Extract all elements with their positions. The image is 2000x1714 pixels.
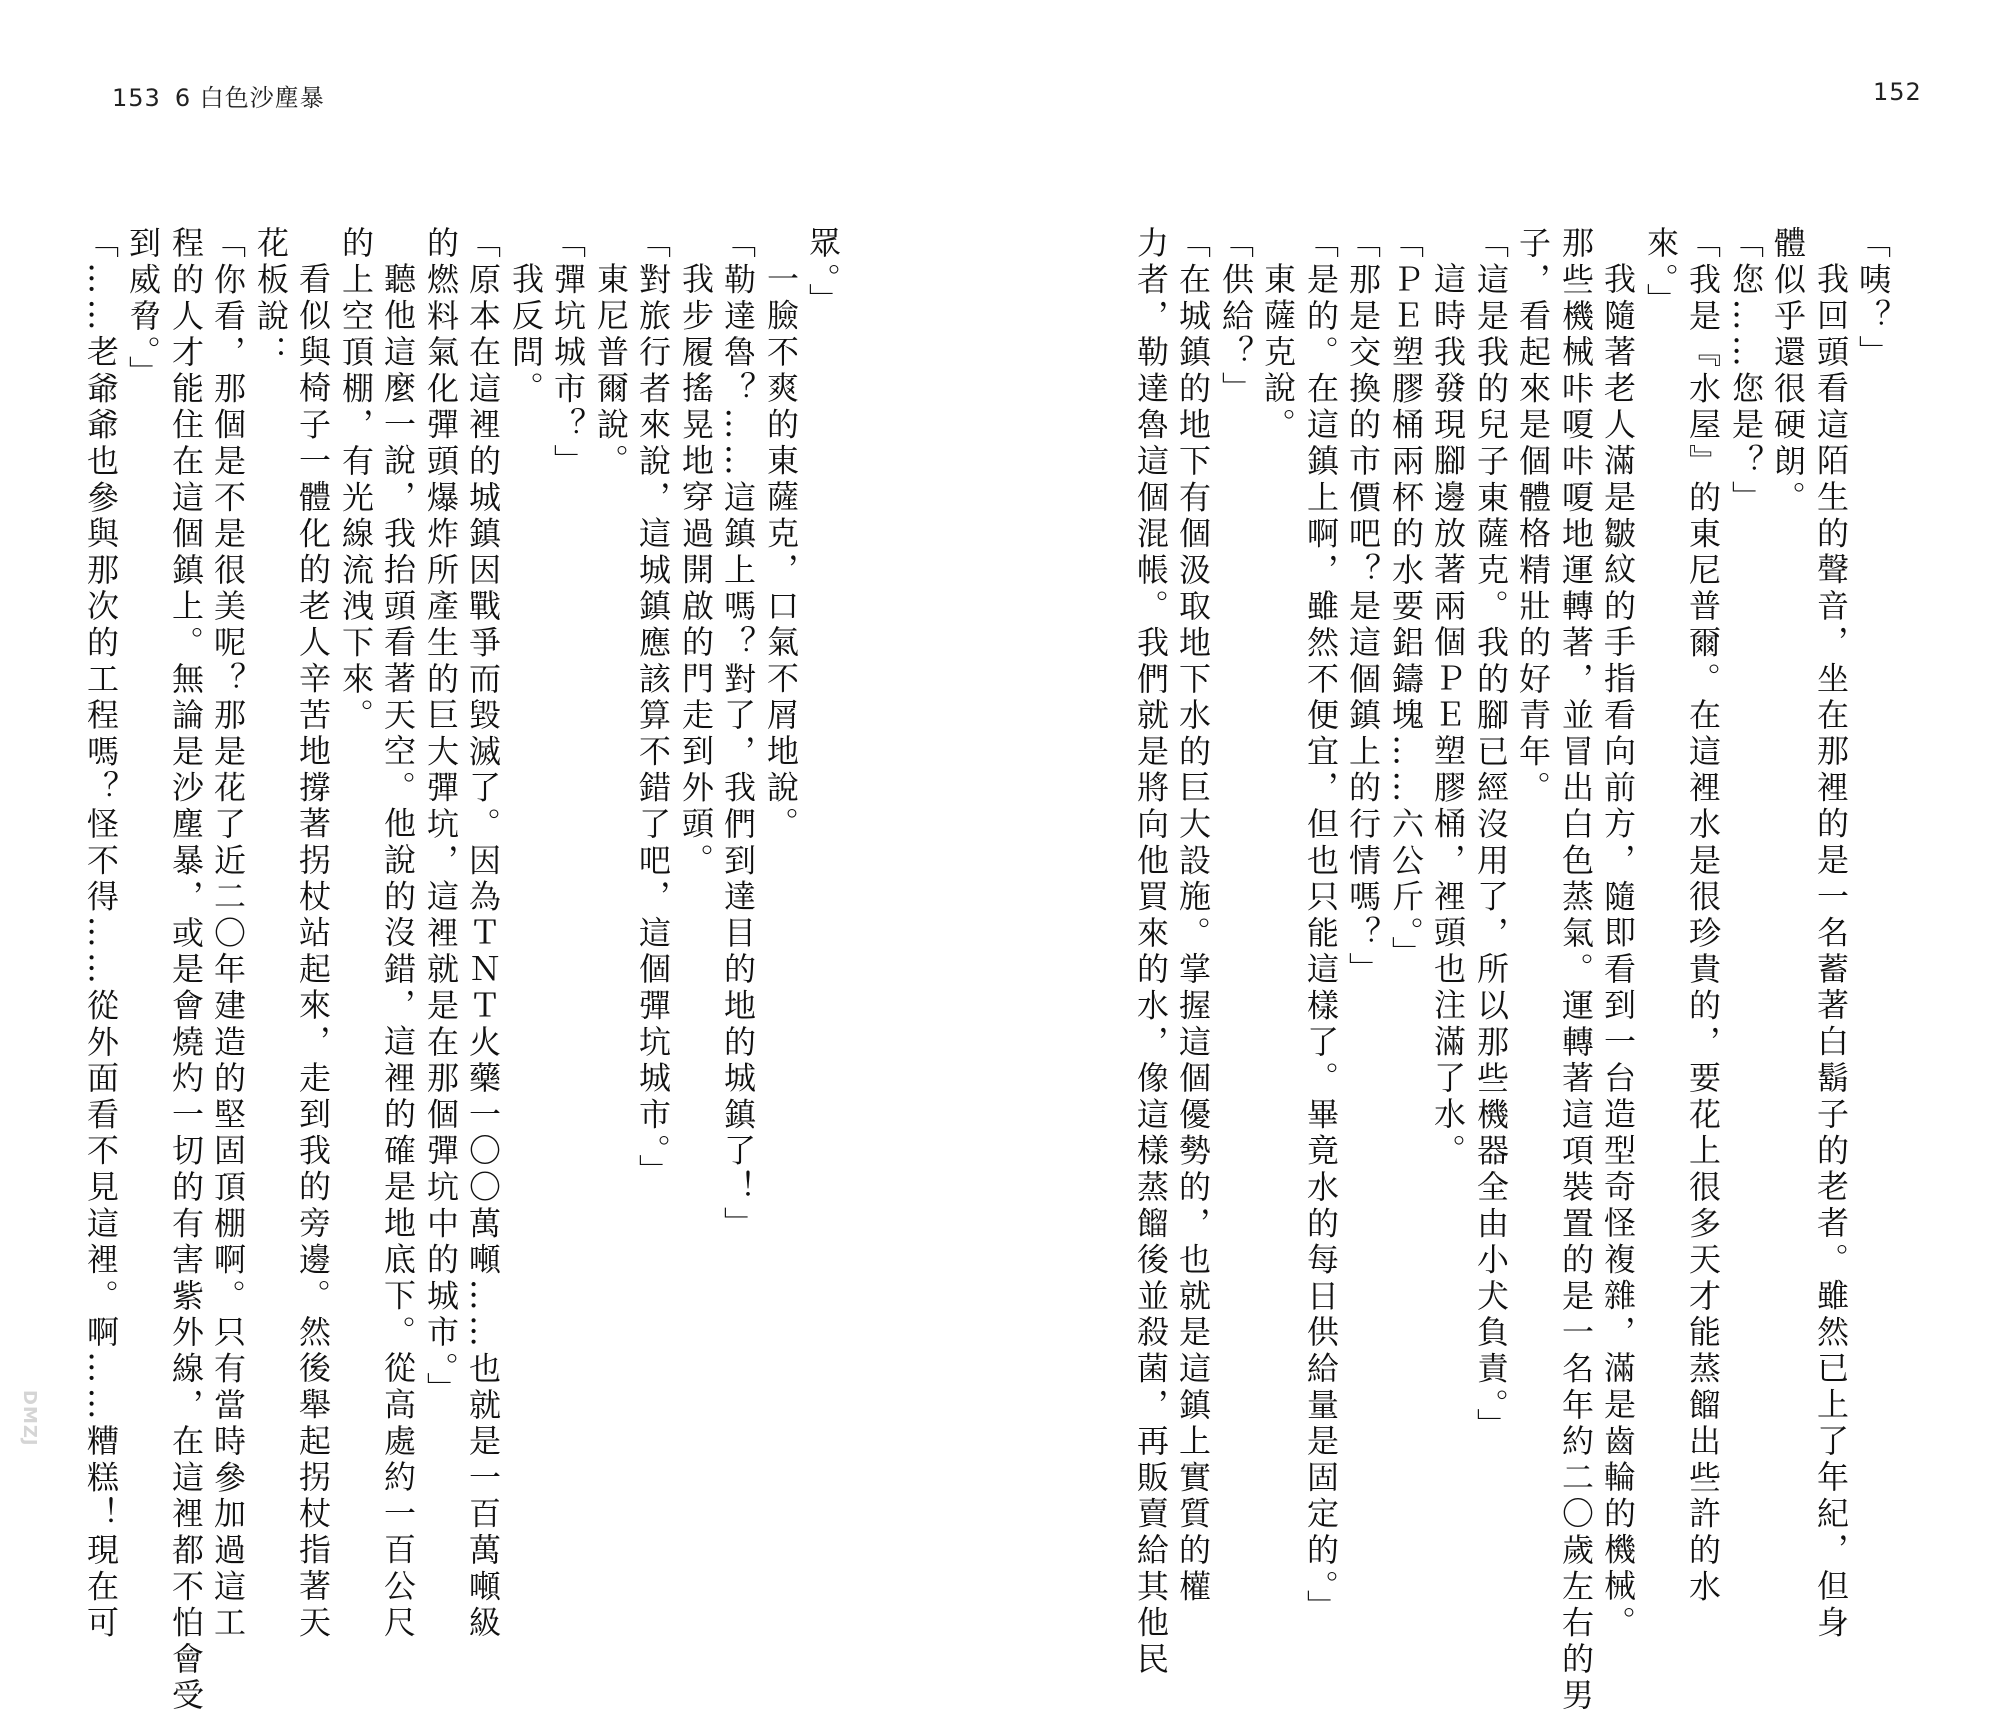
text-column: 那些機械咔嗄咔嗄地運轉著，並冒出白色蒸氣。運轉著這項裝置的是一名年約二〇歲左右的男 bbox=[1557, 226, 1595, 1714]
text-column: 子，看起來是個體格精壯的好青年。 bbox=[1514, 226, 1552, 807]
text-column: 「原本在這裡的城鎮因戰爭而毀滅了。因為ＴＮＴ火藥一〇〇萬噸……也就是一百萬噸級 bbox=[464, 226, 502, 1642]
chapter-number: 6 bbox=[174, 84, 192, 112]
text-column: 的上空頂棚，有光線流洩下來。 bbox=[337, 226, 375, 735]
right-page-body bbox=[1130, 226, 1892, 1714]
left-page-body bbox=[82, 226, 842, 1714]
text-column: 「對旅行者來說，這城鎮應該算不錯了吧，這個彈坑城市。」 bbox=[634, 226, 672, 1191]
text-column: 程的人才能住在這個鎮上。無論是沙塵暴，或是會燒灼一切的有害紫外線，在這裡都不怕會受 bbox=[167, 226, 205, 1714]
right-page-number: 152 bbox=[1873, 78, 1922, 106]
text-column: 「我是『水屋』的東尼普爾。在這裡水是很珍貴的，要花上很多天才能蒸餾出些許的水 bbox=[1684, 226, 1722, 1606]
text-column: 我隨著老人滿是皺紋的手指看向前方，隨即看到一台造型奇怪複雜，滿是齒輪的機械。 bbox=[1599, 262, 1637, 1642]
text-column: 到威脅。」 bbox=[124, 226, 162, 392]
text-column: 力者，勒達魯這個混帳。我們就是將向他買來的水，像這樣蒸餾後並殺菌，再販賣給其他民 bbox=[1132, 226, 1170, 1678]
text-column: 一臉不爽的東薩克，口氣不屑地說。 bbox=[762, 262, 800, 843]
text-column: 聽他這麼一說，我抬頭看著天空。他說的沒錯，這裡的確是地底下。從高處約一百公尺 bbox=[379, 262, 417, 1642]
text-column: 花板說： bbox=[252, 226, 290, 372]
left-page-number: 153 bbox=[112, 84, 161, 112]
text-column: 看似與椅子一體化的老人辛苦地撐著拐杖站起來，走到我的旁邊。然後舉起拐杖指著天 bbox=[294, 262, 332, 1642]
text-column: 「在城鎮的地下有個汲取地下水的巨大設施。掌握這個優勢的，也就是這鎮上實質的權 bbox=[1174, 226, 1212, 1606]
text-column: 東尼普爾說。 bbox=[592, 262, 630, 480]
text-column: 眾。」 bbox=[804, 226, 842, 319]
text-column: 的燃料氣化彈頭爆炸所產生的巨大彈坑，這裡就是在那個彈坑中的城市。」 bbox=[422, 226, 460, 1408]
right-page-header bbox=[1873, 78, 1922, 106]
text-column: 來。」 bbox=[1642, 226, 1680, 319]
text-column: 「供給？」 bbox=[1217, 226, 1255, 408]
chapter-title: 白色沙塵暴 bbox=[199, 84, 325, 112]
left-page-header bbox=[112, 78, 325, 113]
text-column: 我反問。 bbox=[507, 262, 545, 408]
text-column: 我回頭看這陌生的聲音，坐在那裡的是一名蓄著白鬍子的老者。雖然已上了年紀，但身 bbox=[1812, 262, 1850, 1642]
text-column: 我步履搖晃地穿過開啟的門走到外頭。 bbox=[677, 262, 715, 880]
text-column: 「您……您是？」 bbox=[1727, 226, 1765, 517]
text-column: 「那是交換的市價吧？是這個鎮上的行情嗎？」 bbox=[1344, 226, 1382, 989]
text-column: 「ＰＥ塑膠桶兩杯的水要鋁鑄塊……六公斤。」 bbox=[1387, 226, 1425, 973]
text-column: 「咦？」 bbox=[1854, 226, 1892, 372]
text-column: 「這是我的兒子東薩克。我的腳已經沒用了，所以那些機器全由小犬負責。」 bbox=[1472, 226, 1510, 1445]
text-column: 「勒達魯？……這鎮上嗎？對了，我們到達目的地的城鎮了！」 bbox=[719, 226, 757, 1243]
watermark-logo: DMZJ bbox=[19, 1390, 40, 1447]
text-column: 東薩克說。 bbox=[1259, 262, 1297, 444]
text-column: 「是的。在這鎮上啊，雖然不便宜，但也只能這樣了。畢竟水的每日供給量是固定的。」 bbox=[1302, 226, 1340, 1626]
text-column: 這時我發現腳邊放著兩個ＰＥ塑膠桶，裡頭也注滿了水。 bbox=[1429, 262, 1467, 1170]
text-column: 「你看，那個是不是很美呢？那是花了近二〇年建造的堅固頂棚啊。只有當時參加過這工 bbox=[209, 226, 247, 1642]
text-column: 「彈坑城市？」 bbox=[549, 226, 587, 481]
text-column: 體似乎還很硬朗。 bbox=[1769, 226, 1807, 517]
text-column: 「……老爺爺也參與那次的工程嗎？怪不得……從外面看不見這裡。啊……糟糕！現在可 bbox=[82, 226, 120, 1642]
